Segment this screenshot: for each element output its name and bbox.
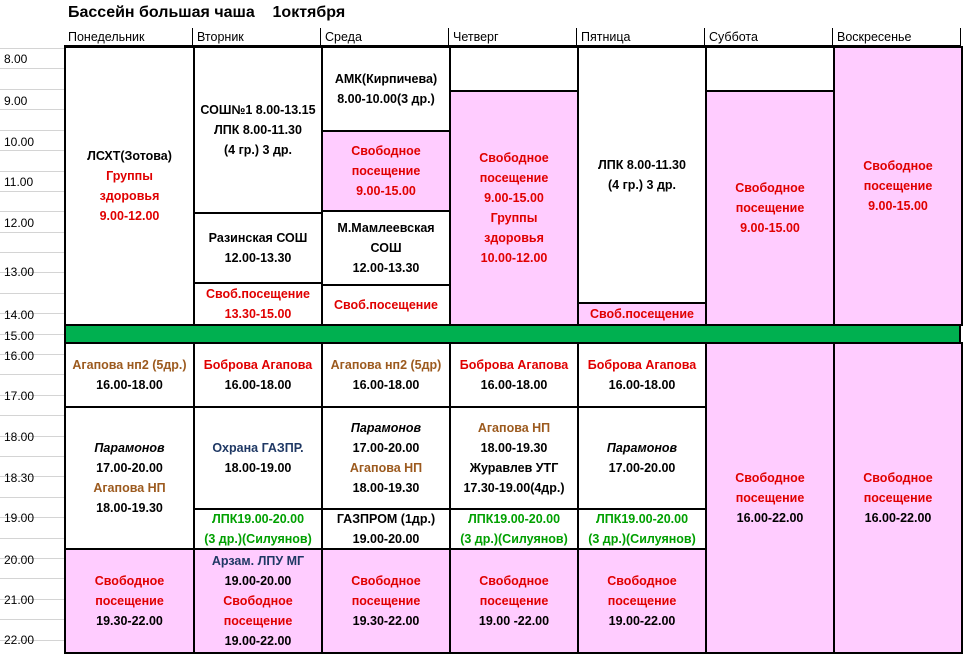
cell-text-line: Свободное [607, 574, 677, 588]
cell-text-line: 17.00-20.00 [352, 441, 420, 455]
cell-text-line: 16.00-18.00 [480, 378, 548, 392]
cell-text-line: ЛПК19.00-20.00 [211, 512, 305, 526]
time-label: 11.00 [4, 175, 34, 189]
cell-text-line: Парамонов [606, 441, 678, 455]
tuesday-evening-3-cell [193, 508, 323, 550]
cell-text-line: (4 гр.) 3 др. [607, 178, 676, 192]
header-saturday: Суббота [705, 28, 833, 47]
cell-text-line: 12.00-13.30 [224, 251, 292, 265]
cell-text-line: Арзам. ЛПУ МГ [211, 554, 305, 568]
cell-text-line: Свободное [863, 471, 933, 485]
cell-text-line: 9.00-15.00 [484, 191, 544, 205]
cell-text-line: 16.00-18.00 [224, 378, 292, 392]
cell-text-line: Агапова НП [93, 481, 166, 495]
thursday-evening-2-cell [449, 406, 579, 510]
saturday-empty-cell [705, 46, 835, 92]
cell-text-line: М.Мамлеевская [337, 221, 435, 235]
cell-text-line: 16.00-22.00 [736, 511, 804, 525]
cell-text-line: Парамонов [94, 441, 165, 455]
header-friday: Пятница [577, 28, 705, 47]
time-label: 18.30 [4, 471, 35, 485]
cell-text-line: (3 др.)(Силуянов) [204, 532, 312, 546]
grid-line [0, 48, 64, 49]
cell-text-line: Боброва Агапова [587, 358, 697, 372]
thursday-evening-3-cell [449, 508, 579, 550]
grid-line [0, 619, 64, 620]
grid-line [0, 191, 64, 192]
cell-text-line: ЛСХТ(Зотова) [87, 149, 172, 163]
cell-text-line: Свободное [479, 151, 549, 165]
cell-text-line: Своб.посещение [206, 287, 310, 301]
cell-text-line: Журавлев УТГ [469, 461, 559, 475]
cell-text-line: посещение [607, 594, 677, 608]
tuesday-razinskaya-cell [193, 212, 323, 284]
header-wednesday: Среда [321, 28, 449, 47]
cell-text-line: Агапова НП [349, 461, 423, 475]
friday-evening-3-cell [577, 508, 707, 550]
time-label: 15.00 [4, 329, 35, 343]
grid-line [0, 171, 64, 172]
cell-text-line: 19.00-22.00 [608, 614, 676, 628]
grid-line [0, 252, 64, 253]
friday-evening-free-cell [577, 548, 707, 654]
grid-line [0, 68, 64, 69]
cell-text-line: Боброва Агапова [459, 358, 569, 372]
tuesday-evening-2-cell [193, 406, 323, 510]
cell-text-line: здоровья [484, 231, 544, 245]
time-label: 19.00 [4, 511, 35, 525]
cell-text-line: Свободное [351, 574, 421, 588]
wednesday-free-swim-short-cell [321, 284, 451, 326]
time-label: 17.00 [4, 389, 35, 403]
wednesday-mamleevskaya-cell [321, 210, 451, 286]
cell-text-line: Свободное [94, 574, 165, 588]
cell-text-line: посещение [351, 164, 421, 178]
cell-text-line: СОШ [370, 241, 402, 255]
schedule-title: Бассейн большая чаша 1октября [68, 4, 346, 21]
cell-text-line: Свободное [351, 144, 421, 158]
header-monday: Понедельник [64, 28, 193, 47]
cell-text-line: посещение [479, 594, 549, 608]
wednesday-evening-3-cell [321, 508, 451, 550]
friday-lpk-cell [577, 46, 707, 304]
cell-text-line: 19.00-22.00 [224, 634, 292, 648]
grid-line [0, 211, 64, 212]
cell-text-line: посещение [95, 594, 164, 608]
time-label: 12.00 [4, 216, 35, 230]
grid-line [0, 150, 64, 151]
cell-text-line: 16.00-18.00 [96, 378, 163, 392]
tuesday-evening-4-cell [193, 548, 323, 654]
header-thursday: Четверг [449, 28, 577, 47]
cell-text-line: 18.00-19.30 [96, 501, 163, 515]
cell-text-line: ЛПК19.00-20.00 [595, 512, 689, 526]
friday-evening-1-cell [577, 342, 707, 408]
thursday-evening-free-cell [449, 548, 579, 654]
tuesday-evening-1-cell [193, 342, 323, 408]
cell-text-line: 17.00-20.00 [608, 461, 676, 475]
cell-text-line: Свободное [863, 159, 933, 173]
wednesday-evening-1-cell [321, 342, 451, 408]
cell-text-line: 16.00-22.00 [864, 511, 932, 525]
cell-text-line: Свободное [735, 471, 805, 485]
time-label: 16.00 [4, 349, 35, 363]
cell-text-line: (3 др.)(Силуянов) [588, 532, 696, 546]
cell-text-line: 18.00-19.00 [224, 461, 292, 475]
cell-text-line: 19.30-22.00 [96, 614, 163, 628]
time-label: 14.00 [4, 308, 35, 322]
time-label: 8.00 [4, 52, 28, 66]
cell-text-line: 19.30-22.00 [352, 614, 420, 628]
wednesday-free-swim-cell [321, 130, 451, 212]
cell-text-line: ЛПК19.00-20.00 [467, 512, 561, 526]
cell-text-line: Свободное [735, 181, 805, 195]
cell-text-line: посещение [735, 491, 805, 505]
cell-text-line: 19.00-20.00 [224, 574, 292, 588]
monday-evening-free-cell [64, 548, 195, 654]
cell-text-line: 9.00-15.00 [740, 221, 800, 235]
cell-text-line: посещение [863, 179, 933, 193]
cell-text-line: Свободное [223, 594, 293, 608]
thursday-free-swim-cell [449, 90, 579, 326]
grid-line [0, 232, 64, 233]
cell-text-line: Агапова нп2 (5др.) [72, 358, 187, 372]
grid-line [0, 538, 64, 539]
friday-free-swim-short-cell [577, 302, 707, 326]
time-label: 20.00 [4, 553, 35, 567]
grid-line [0, 293, 64, 294]
cell-text-line: Своб.посещение [334, 298, 438, 312]
cell-text-line: 17.30-19.00(4др.) [463, 481, 565, 495]
header-tuesday: Вторник [193, 28, 321, 47]
break-bar [64, 324, 961, 344]
monday-morning-cell [64, 46, 195, 326]
cell-text-line: посещение [351, 594, 421, 608]
cell-text-line: посещение [863, 491, 933, 505]
cell-text-line: 8.00-10.00(3 др.) [337, 92, 435, 106]
wednesday-evening-2-cell [321, 406, 451, 510]
grid-line [0, 109, 64, 110]
grid-line [0, 374, 64, 375]
cell-text-line: (3 др.)(Силуянов) [460, 532, 568, 546]
cell-text-line: Группы [106, 169, 153, 183]
cell-text-line: ЛПК 8.00-11.30 [598, 158, 686, 172]
cell-text-line: 9.00-15.00 [356, 184, 416, 198]
cell-text-line: 19.00 -22.00 [478, 614, 550, 628]
grid-line [0, 130, 64, 131]
grid-line [0, 497, 64, 498]
cell-text-line: 12.00-13.30 [352, 261, 420, 275]
cell-text-line: 13.30-15.00 [224, 307, 292, 321]
cell-text-line: Разинская СОШ [208, 231, 308, 245]
cell-text-line: Свободное [479, 574, 549, 588]
saturday-free-swim-cell [705, 90, 835, 326]
cell-text-line: Агапова НП [477, 421, 551, 435]
cell-text-line: посещение [735, 201, 805, 215]
thursday-evening-1-cell [449, 342, 579, 408]
monday-evening-2-cell [64, 406, 195, 550]
wednesday-evening-free-cell [321, 548, 451, 654]
cell-text-line: 9.00-15.00 [868, 199, 928, 213]
saturday-evening-free-cell [705, 342, 835, 654]
cell-text-line: Своб.посещение [590, 307, 694, 321]
cell-text-line: Боброва Агапова [203, 358, 313, 372]
cell-text-line: 17.00-20.00 [96, 461, 163, 475]
cell-text-line: Агапова нп2 (5др) [330, 358, 442, 372]
time-label: 21.00 [4, 593, 35, 607]
grid-line [0, 578, 64, 579]
cell-text-line: 16.00-18.00 [352, 378, 420, 392]
sunday-free-swim-cell [833, 46, 963, 326]
cell-text-line: 18.00-19.30 [480, 441, 548, 455]
cell-text-line: СОШ№1 8.00-13.15 [200, 103, 316, 117]
time-label: 9.00 [4, 94, 28, 108]
grid-line [0, 456, 64, 457]
header-sunday: Воскресенье [833, 28, 961, 47]
time-label: 18.00 [4, 430, 35, 444]
cell-text-line: (4 гр.) 3 др. [223, 143, 292, 157]
cell-text-line: посещение [223, 614, 293, 628]
cell-text-line: 9.00-12.00 [99, 209, 160, 223]
cell-text-line: Парамонов [350, 421, 422, 435]
cell-text-line: Группы [490, 211, 538, 225]
cell-text-line: АМК(Кирпичева) [334, 72, 438, 86]
cell-text-line: Охрана ГАЗПР. [212, 441, 304, 455]
cell-text-line: 18.00-19.30 [352, 481, 420, 495]
thursday-empty-cell [449, 46, 579, 92]
cell-text-line: здоровья [99, 189, 160, 203]
sunday-evening-free-cell [833, 342, 963, 654]
wednesday-amk-cell [321, 46, 451, 132]
cell-text-line: ГАЗПРОМ (1др.) [336, 512, 436, 526]
friday-evening-2-cell [577, 406, 707, 510]
grid-line [0, 415, 64, 416]
cell-text-line: 10.00-12.00 [480, 251, 548, 265]
time-label: 10.00 [4, 135, 35, 149]
monday-evening-1-cell [64, 342, 195, 408]
cell-text-line: 16.00-18.00 [608, 378, 676, 392]
time-label: 22.00 [4, 633, 35, 647]
cell-text-line: 19.00-20.00 [352, 532, 420, 546]
cell-text-line: посещение [479, 171, 549, 185]
tuesday-school-cell [193, 46, 323, 214]
grid-line [0, 89, 64, 90]
time-label: 13.00 [4, 265, 35, 279]
tuesday-free-swim-cell [193, 282, 323, 326]
cell-text-line: ЛПК 8.00-11.30 [214, 123, 302, 137]
